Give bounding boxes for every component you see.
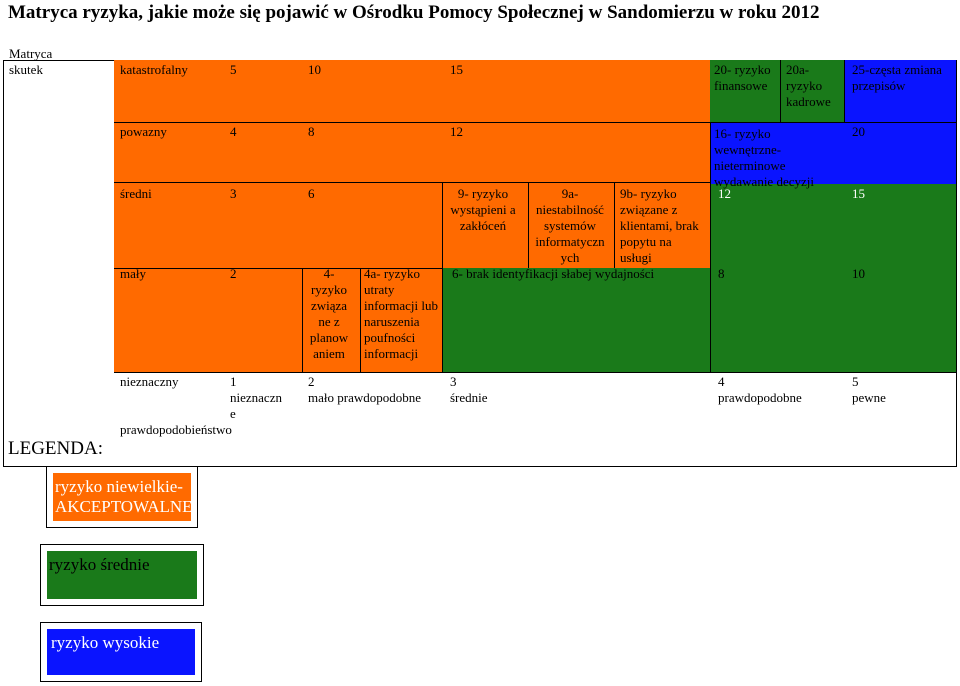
page-title: Matryca ryzyka, jakie może się pojawić w Ośrodku Pomocy Społecznej w Sandomierzu w roku 2012 bbox=[8, 2, 820, 23]
score-cell: 5 bbox=[230, 62, 237, 77]
divider bbox=[614, 182, 615, 268]
divider bbox=[710, 122, 711, 372]
divider bbox=[442, 182, 443, 372]
risk-20a-kadrowe: 20a- ryzyko kadrowe bbox=[786, 62, 831, 109]
divider bbox=[114, 122, 956, 123]
risk-20-finansowe: 20- ryzyko finansowe bbox=[714, 62, 771, 93]
score-cell: 15 bbox=[852, 186, 865, 201]
matrix-low-zone-1 bbox=[114, 60, 710, 182]
divider bbox=[780, 60, 781, 122]
likelihood-label: nieznaczn e bbox=[230, 390, 282, 421]
score-cell: 5 bbox=[852, 374, 859, 389]
score-cell: 20 bbox=[852, 124, 865, 139]
matrix-medium-zone-b bbox=[442, 268, 710, 372]
score-cell: 12 bbox=[450, 124, 463, 139]
legend-medium-swatch bbox=[47, 551, 197, 599]
divider bbox=[844, 60, 845, 122]
legend-heading: LEGENDA: bbox=[8, 438, 103, 459]
score-cell: 8 bbox=[718, 266, 725, 281]
score-cell: 4 bbox=[230, 124, 237, 139]
row-label-katastrofalny: katastrofalny bbox=[120, 62, 188, 77]
score-cell: 3 bbox=[450, 374, 457, 389]
likelihood-label: pewne bbox=[852, 390, 886, 405]
score-cell: 10 bbox=[852, 266, 865, 281]
legend-medium-box bbox=[40, 544, 204, 606]
skutek-label: skutek bbox=[9, 62, 43, 77]
divider bbox=[360, 268, 361, 372]
legend-high-label: ryzyko wysokie bbox=[51, 633, 160, 652]
score-cell: 8 bbox=[308, 124, 315, 139]
row-label-powazny: powazny bbox=[120, 124, 167, 139]
score-cell: 6 bbox=[308, 186, 315, 201]
risk-4-planowanie: 4- ryzyko związa ne z planow aniem bbox=[309, 266, 349, 361]
score-cell: 4 bbox=[718, 374, 725, 389]
score-cell: 10 bbox=[308, 62, 321, 77]
risk-9-zaklocenia: 9- ryzyko wystąpieni a zakłóceń bbox=[450, 186, 516, 233]
matrix-label: Matryca bbox=[9, 46, 53, 61]
divider bbox=[114, 372, 956, 373]
score-cell: 12 bbox=[718, 186, 731, 201]
risk-4a-informacje: 4a- ryzyko utraty informacji lub naruszenia poufności informacji bbox=[364, 266, 439, 361]
likelihood-axis-label: prawdopodobieństwo bbox=[120, 422, 232, 437]
legend-low-box bbox=[46, 466, 198, 528]
legend-low-swatch bbox=[53, 473, 191, 521]
legend-medium-label: ryzyko średnie bbox=[49, 555, 150, 574]
score-cell: 2 bbox=[308, 374, 315, 389]
score-cell: 15 bbox=[450, 62, 463, 77]
risk-9a-systemy: 9a- niestabilność systemów informatyczn ych bbox=[535, 186, 605, 265]
divider bbox=[114, 182, 710, 183]
legend-low-label: ryzyko niewielkie- AKCEPTOWALNE bbox=[55, 477, 193, 516]
divider bbox=[528, 182, 529, 268]
legend-high-box bbox=[40, 622, 202, 682]
divider bbox=[302, 268, 303, 372]
score-cell: 3 bbox=[230, 186, 237, 201]
row-label-sredni: średni bbox=[120, 186, 152, 201]
matrix-medium-zone-a bbox=[710, 182, 956, 372]
risk-9b-klienci: 9b- ryzyko związane z klientami, brak popytu na usługi bbox=[620, 186, 699, 265]
likelihood-label: średnie bbox=[450, 390, 488, 405]
row-label-maly: mały bbox=[120, 266, 146, 281]
row-label-nieznaczny: nieznaczny bbox=[120, 374, 179, 389]
legend-high-swatch bbox=[47, 629, 195, 675]
score-cell: 1 bbox=[230, 374, 237, 389]
risk-6-wydajnosc: 6- brak identyfikacji słabej wydajności bbox=[452, 266, 655, 281]
risk-16-decyzje: 16- ryzyko wewnętrzne- nieterminowe wydawanie decyzji bbox=[714, 126, 814, 189]
likelihood-label: prawdopodobne bbox=[718, 390, 802, 405]
score-cell: 2 bbox=[230, 266, 237, 281]
risk-25-przepisy: 25-częsta zmiana przepisów bbox=[852, 62, 942, 93]
likelihood-label: mało prawdopodobne bbox=[308, 390, 422, 405]
